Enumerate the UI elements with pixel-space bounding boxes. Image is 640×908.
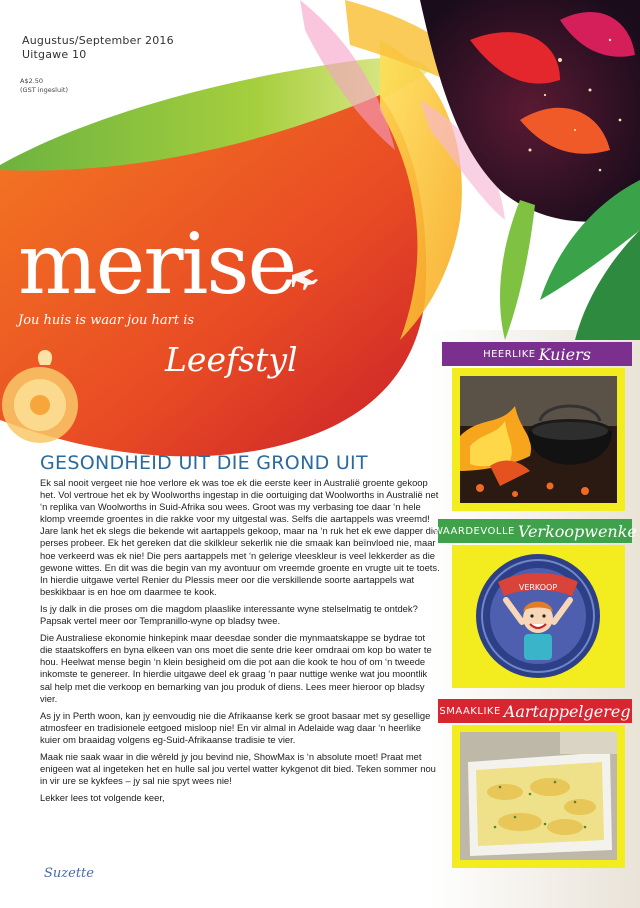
- sidebar-banner-caps: WAARDEVOLLE: [433, 525, 515, 537]
- article-body: [40, 477, 440, 809]
- article-paragraph: Maak nie saak waar in die wêreld jy jou bevind nie, ShowMax is ‘n absolute moet! Praat met enigeen wat al ingeteken het en hulle sal jou vertel watter kykgenot dit bied. Teken sommer nou in vir ure se kykfees – jy sal nie spyt wees nie!: [40, 750, 436, 787]
- sidebar-banner-caps: HEERLIKE: [483, 348, 536, 360]
- price: A$2.50: [20, 77, 44, 85]
- article-paragraph: Is jy dalk in die proses om die magdom plaaslike interessante wyne stelselmatig te ontdek? Papsak vertel meer oor Tempranillo-wyne op bladsy twee.: [40, 602, 418, 627]
- sidebar-banner-kuiers[interactable]: [442, 342, 632, 366]
- article-paragraph: Die Australiese ekonomie hinkepink maar deesdae sonder die mynmaatskappe se bydrae tot die staatskoffers en byna elkeen van ons moet die sente drie keer omdraai om kop bo water te hou. Heelwat mense begin ‘n klein besigheid om die pot aan die kook te hou of om ‘n tweede inkomste te genereer. In hierdie uitgawe deel ek graag ‘n paar nuttige wenke wat jou moontlik sal help met die verkoop en bemarking van jou produk of diens. Lees meer hieroor op bladsy vier.: [40, 632, 432, 704]
- masthead-tagline: Jou huis is waar jou hart is: [18, 313, 195, 328]
- article-headline: GESONDHEID UIT DIE GROND UIT: [40, 452, 368, 474]
- sale-badge-illustration[interactable]: [460, 552, 617, 681]
- section-title: Leefstyl: [165, 340, 298, 379]
- price-note: (GST ingesluit): [20, 86, 68, 94]
- sidebar-banner-aartappelgereg[interactable]: [438, 699, 632, 723]
- masthead-title: merise: [18, 215, 296, 313]
- article-paragraph: As jy in Perth woon, kan jy eenvoudig nie die Afrikaanse kerk se groot basaar met sy gesellige atmosfeer en tradisionele eetgoed misloop nie! En vir almal in Adelaide wag daar ‘n heerlike kuier om braaidag volgens eg-Suid-Afrikaanse tradisie te vier.: [40, 709, 431, 745]
- sidebar-banner-verkoopwenke[interactable]: [433, 519, 637, 543]
- sidebar-banner-caps: SMAAKLIKE: [439, 705, 501, 717]
- signature: Suzette: [44, 866, 94, 881]
- potjie-fire-photo[interactable]: [460, 376, 617, 503]
- issue-date: Augustus/September 2016: [22, 34, 174, 47]
- potato-bake-photo[interactable]: [460, 732, 617, 860]
- sidebar-banner-script: Aartappelgereg: [503, 701, 631, 721]
- sidebar-banner-script: Verkoopwenke: [517, 521, 637, 541]
- sidebar-banner-script: Kuiers: [538, 344, 591, 364]
- article-paragraph: Lekker lees tot volgende keer,: [40, 792, 165, 804]
- issue-number: Uitgawe 10: [22, 48, 87, 61]
- article-paragraph: Ek sal nooit vergeet nie hoe verlore ek was toe ek die eerste keer in Australië groente gekoop het. Vol vertroue het ek by Woolworths ingestap in die oortuiging dat Woolworths in Australië net ‘n replika van Woolworths in Suid-Afrika sou wees. Groot was my verbasing toe daar ‘n hele klomp vreemde groentes in die rakke voor my uitgestal was. Selfs die aartappels was vreemd! Jare lank het ek slegs die bekende wit aartappels gekoop, maar na ‘n ruk het ek ewe dapper die perses probeer. Ek het gereken dat die skilkleur sekerlik nie die smaak kan beïnvloed nie, maar hoe verkeerd was ek nie! Die pers aartappels met ‘n gelerige vleeskleur is veel lekkerder as die gewone wittes. En dit was die begin van my avontuur om vreemde groente en vrugte uit te toets. In hierdie uitgawe vertel Renier du Plessis meer oor die verskillende soorte aartappels wat beskikbaar is en hoe om daarmee te kook.: [40, 477, 440, 597]
- sale-badge-label: VERKOOP: [518, 583, 558, 592]
